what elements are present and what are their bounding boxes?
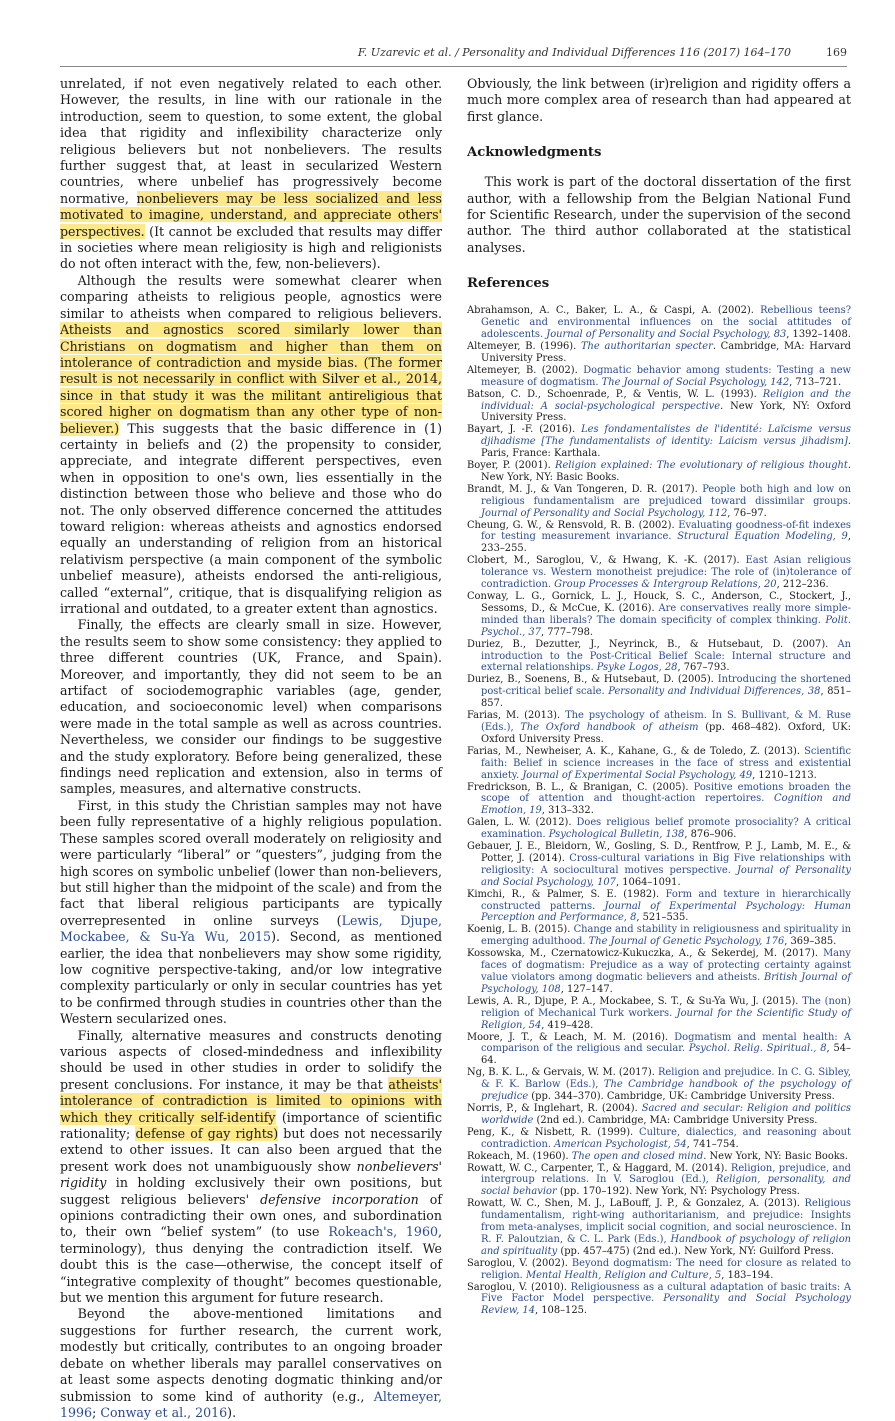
reference-item: [467, 591, 851, 639]
italic-run: nonbelievers' rigidity: [60, 1158, 442, 1191]
reference-title-link[interactable]: Dogmatism and mental health: A comparison of the religious and secular.: [481, 1031, 851, 1055]
reference-title-link[interactable]: Does religious belief promote prosociality? A critical examination.: [481, 817, 851, 841]
reference-source[interactable]: American Psychologist, 54: [551, 1138, 687, 1150]
paragraph-2: [60, 273, 442, 618]
text-run: but does not necessarily extend to other issues. It can also been argued that the present work does not unambiguously show: [60, 1126, 442, 1174]
reference-title-link[interactable]: Are conservatives really more simple-minded than liberals? The domain specificity of complex thinking.: [481, 602, 851, 626]
reference-source[interactable]: Journal of Experimental Social Psychology, 49: [519, 769, 753, 781]
reference-pages: , 127–147.: [560, 983, 613, 995]
reference-title-link[interactable]: People both high and low on religious fundamentalism are prejudiced toward dissimilar groups.: [481, 483, 851, 507]
reference-pages: . Paris, France: Karthala.: [481, 436, 851, 460]
reference-title-link[interactable]: Culture, dialectics, and reasoning about contradiction.: [481, 1126, 851, 1150]
reference-source[interactable]: Personality and Individual Differences, 38: [604, 686, 821, 698]
reference-authors: Conway, L. G., Gornick, L. J., Houck, S. C., Anderson, C., Stockert, J., Sessoms, D., & McCue, K. (2016).: [467, 591, 851, 614]
reference-title-link[interactable]: Many faces of dogmatism: Prejudice as a way of protecting certainty against value violators among dogmatic believers and atheists.: [481, 948, 851, 983]
reference-source[interactable]: Cognition and Emotion, 19: [481, 793, 852, 817]
reference-source[interactable]: Religion and the individual: A social-psychological perspective: [481, 388, 851, 412]
reference-pages: , 1210–1213.: [752, 769, 817, 781]
reference-source[interactable]: Religion, personality, and social behavior: [481, 1174, 851, 1198]
reference-authors: Peng, K., & Nisbett, R. (1999).: [467, 1126, 640, 1138]
reference-pages: , 108–125.: [534, 1305, 588, 1317]
reference-authors: Rowatt, W. C., Shen, M. J., LaBouff, J. P., & Gonzalez, A. (2013).: [467, 1198, 805, 1210]
reference-pages: , 76–97.: [727, 507, 767, 519]
citation-link[interactable]: Lewis, Djupe, Mockabee, & Su-Ya Wu, 2015: [60, 912, 442, 945]
reference-source[interactable]: The Oxford handbook of atheism: [513, 721, 699, 733]
reference-item: [467, 424, 851, 460]
reference-pages: , 1392–1408.: [786, 329, 851, 341]
citation-link[interactable]: Conway et al., 2016: [100, 1404, 228, 1420]
reference-authors: Galen, L. W. (2012).: [467, 817, 577, 829]
reference-pages: , 1064–1091.: [615, 876, 681, 888]
reference-source[interactable]: Mental Health, Religion and Culture, 5: [522, 1269, 722, 1281]
reference-source[interactable]: Journal of Experimental Psychology: Human Perception and Performance, 8: [481, 900, 851, 924]
reference-authors: Boyer, P. (2001).: [467, 460, 556, 472]
reference-authors: Duriez, B., Soenens, B., & Hutsebaut, D. (2005).: [467, 674, 718, 686]
reference-item: [467, 1032, 851, 1068]
reference-pages: , 212–236.: [776, 579, 829, 591]
paragraph-closing: Obviously, the link between (ir)religion and rigidity offers a much more complex area of research than had appeared at first glance.: [467, 76, 851, 124]
paragraph-5: [60, 1028, 442, 1307]
reference-authors: Altemeyer, B. (1996).: [467, 340, 581, 352]
reference-authors: Brandt, M. J., & Van Tongeren, D. R. (2017).: [467, 483, 703, 495]
reference-item: [467, 924, 851, 948]
reference-source[interactable]: Polit. Psychol., 37: [481, 614, 851, 638]
reference-source[interactable]: Sacred and secular: Religion and politics worldwide: [481, 1102, 851, 1126]
reference-item: [467, 674, 851, 710]
reference-pages: , 233–255.: [481, 531, 851, 555]
reference-title-link[interactable]: Religion, prejudice, and intergroup relations. In V. Saroglou (Ed.),: [481, 1162, 851, 1186]
text-run: (importance of scientific rationality;: [60, 1109, 443, 1141]
paragraph-3: Finally, the effects are clearly small in size. However, the results seem to show some consistency: they applied to three different countries (UK, France, and Spain). Moreover, and importantly, they did not seem to be an artifact of sociodemographic variables (age, gender, education, and socioeconomic level) when comparisons were made in the total sample as well as across countries. Nevertheless, we consider our findings to be suggestive and the study exploratory. Before being generalized, these findings need replication and extension, also in terms of samples, measures, and alternative constructs.: [60, 617, 442, 797]
reference-item: [467, 1067, 851, 1103]
reference-pages: (pp. 344–370). Cambridge, UK: Cambridge University Press.: [528, 1091, 835, 1103]
paragraph-1: [60, 76, 442, 273]
reference-authors: Koenig, L. B. (2015).: [467, 924, 574, 936]
reference-item: [467, 1163, 851, 1199]
reference-item: [467, 1127, 851, 1151]
reference-source[interactable]: Structural Equation Modeling, 9: [671, 531, 848, 543]
reference-source[interactable]: Psychol. Relig. Spiritual., 8: [685, 1043, 827, 1055]
reference-pages: . New York, NY: Basic Books.: [481, 460, 851, 483]
reference-pages: , 419–428.: [541, 1019, 594, 1031]
reference-authors: Saroglou, V. (2010).: [467, 1281, 571, 1293]
reference-item: [467, 746, 851, 782]
reference-pages: (pp. 170–192). New York, NY: Psychology Press.: [556, 1186, 800, 1198]
reference-item: [467, 1282, 851, 1318]
reference-authors: Cheung, G. W., & Rensvold, R. B. (2002).: [467, 519, 679, 531]
reference-authors: Moore, J. T., & Leach, M. M. (2016).: [467, 1031, 675, 1043]
reference-title-link[interactable]: Introducing the shortened post-critical belief scale.: [481, 674, 851, 698]
reference-item: [467, 996, 851, 1032]
reference-authors: Bayart, J. -F. (2016).: [467, 424, 582, 436]
reference-pages: . Cambridge, MA: Harvard University Press.: [481, 340, 851, 364]
reference-title-link[interactable]: The psychology of atheism. In S. Bullivant, & M. Ruse (Eds.),: [481, 710, 851, 733]
reference-item: [467, 817, 851, 841]
reference-item: [467, 1103, 851, 1127]
reference-pages: , 521–535.: [636, 912, 689, 924]
reference-source[interactable]: British Journal of Psychology, 108: [481, 972, 851, 995]
reference-authors: Clobert, M., Saroglou, V., & Hwang, K. -K. (2017).: [467, 555, 746, 567]
text-run: First, in this study the Christian samples may not have been fully representative of a highly religious population. These samples scored overall moderately on religiosity and were particularly “liberal” or “questers”, judging from the high scores on symbolic unbelief (lower than non-believers, but still higher than the midpoint of the scale) and from the fact that liberal religious participants are typically overrepresented in online surveys (: [60, 797, 442, 928]
reference-title-link[interactable]: Beyond dogmatism: The need for closure as related to religion.: [481, 1257, 851, 1281]
header-rule: [60, 66, 847, 67]
reference-source[interactable]: Handbook of psychology of religion and spirituality: [481, 1233, 851, 1257]
reference-authors: Rokeach, M. (1960).: [467, 1150, 572, 1162]
reference-title-link[interactable]: Evaluating goodness-of-fit indexes for testing measurement invariance.: [481, 519, 851, 543]
reference-authors: Altemeyer, B. (2002).: [467, 364, 584, 376]
reference-item: [467, 484, 851, 520]
reference-title-link[interactable]: East Asian religious tolerance vs. Western monotheist prejudice: The role of (in)tolerance of contradiction.: [481, 555, 852, 591]
reference-pages: , 313–332.: [541, 805, 594, 817]
reference-pages: (2nd ed.). Cambridge, MA: Cambridge University Press.: [533, 1114, 818, 1126]
reference-pages: . New York, NY: Basic Books.: [703, 1150, 848, 1162]
reference-item: [467, 305, 851, 341]
reference-item: [467, 1151, 851, 1163]
page-header: [60, 46, 847, 64]
reference-pages: , 767–793.: [677, 662, 730, 674]
reference-pages: , 777–798.: [541, 626, 594, 638]
highlight[interactable]: nonbelievers may be less socialized and less motivated to imagine, understand, and appreciate others' perspectives.: [60, 190, 443, 239]
reference-authors: Ng, B. K. L., & Gervais, W. M. (2017).: [467, 1067, 658, 1079]
reference-source[interactable]: The open and closed mind: [571, 1150, 704, 1162]
reference-pages: (pp. 457–475) (2nd ed.). New York, NY: Guilford Press.: [557, 1245, 835, 1257]
reference-source[interactable]: Religion explained: The evolutionary of religious thought: [555, 460, 848, 472]
reference-item: [467, 782, 851, 818]
text-run: (It cannot be excluded that results may differ in societies where mean religiosity is high and religionists do not often interact with the, few, non-believers).: [60, 223, 442, 272]
citation-link[interactable]: Rokeach's, 1960: [328, 1224, 438, 1240]
reference-source[interactable]: The authoritarian specter: [580, 340, 713, 352]
reference-title-link[interactable]: Dogmatic behavior among students: Testing a new measure of dogmatism.: [481, 364, 851, 388]
reference-source[interactable]: The Journal of Social Psychology, 142: [598, 376, 790, 388]
reference-authors: Norris, P., & Inglehart, R. (2004).: [467, 1102, 642, 1114]
reference-source[interactable]: Psychological Bulletin, 138: [545, 829, 685, 841]
reference-pages: . New York, NY: Oxford University Press.: [481, 400, 852, 424]
reference-source[interactable]: Journal of Personality and Social Psychology, 112: [481, 507, 728, 519]
text-run: , terminology), thus denying the contradiction itself. We doubt this is the case—otherwise, the concept itself of “integrative complexity of thought” becomes questionable, but we mention this argument for future research.: [60, 1224, 442, 1306]
reference-source[interactable]: The Journal of Genetic Psychology, 176: [585, 936, 785, 948]
text-run: unrelated, if not even negatively related to each other. However, the results, in line with our rationale in the introduction, seem to question, to some extent, the global idea that rigidity and inflexibility characterize only religious believers but not nonbelievers. The results further suggest that, at least in secularized Western countries, where unbelief has progressively become normative,: [60, 76, 442, 206]
reference-authors: Farias, M., Newheiser, A. K., Kahane, G., & de Toledo, Z. (2013).: [467, 745, 805, 757]
reference-item: [467, 710, 851, 746]
text-run: ;: [92, 1404, 101, 1420]
text-run: in holding exclusively their own positions, but suggest religious believers': [60, 1175, 442, 1207]
reference-title-link[interactable]: Scientific faith: Belief in science increases in the face of stress and existential anxiety.: [481, 745, 851, 781]
reference-item: [467, 460, 851, 484]
text-run: of opinions contradicting their own ones, and subordination to, their own “belief system” (to use: [60, 1191, 442, 1240]
text-run: Beyond the above-mentioned limitations and suggestions for further research, the current work, modestly but critically, contributes to an ongoing broader debate on whether liberals may parallel conservatives on at least some aspects denoting dogmatic thinking and/or submission to some kind of authority (e.g.,: [60, 1306, 442, 1404]
reference-pages: , 876–906.: [684, 829, 737, 841]
italic-run: defensive incorporation: [260, 1191, 419, 1207]
acknowledgments-heading: Acknowledgments: [467, 145, 602, 161]
paragraph-4: [60, 798, 442, 1028]
highlight[interactable]: Atheists and agnostics scored similarly lower than Christians on dogmatism and higher than them on intolerance of contradiction and myside bias. (The former result is not necessarily in conflict with Silver et al., 2014, since in that study it was the militant antireligious that scored higher on dogmatism than any other type of non-believer.): [60, 322, 442, 436]
reference-authors: Fredrickson, B. L., & Branigan, C. (2005).: [467, 781, 694, 793]
reference-pages: , 369–385.: [784, 936, 837, 948]
reference-source[interactable]: Group Processes & Intergroup Relations, 20: [551, 579, 777, 591]
right-column: [467, 76, 852, 1317]
reference-authors: Duriez, B., Dezutter, J., Neyrinck, B., & Hutsebaut, D. (2007).: [467, 638, 838, 650]
reference-item: [467, 555, 851, 591]
reference-item: [467, 389, 851, 425]
reference-item: [467, 520, 851, 556]
reference-authors: Saroglou, V. (2002).: [467, 1257, 572, 1269]
text-run: This suggests that the basic difference in (1) certainty in beliefs and (2) the propensity to consider, appreciate, and integrate different perspectives, even when in opposition to one's own, lies essentially in the distinction between those who believe and those who do not. The only observed difference concerned the attitudes toward religion: whereas atheists and agnostics endorsed equally an understanding of religion from an historical relativism perspective (a main component of the symbolic unbelief measure), atheists endorsed the anti-religious, called “external”, critique, that is disqualifying religion as irrational and outdated, to a greater extent than agnostics.: [60, 420, 442, 616]
reference-title-link[interactable]: The (non) religion of Mechanical Turk workers.: [481, 995, 851, 1019]
reference-title-link[interactable]: Religion and prejudice. In C. G. Sibley, & F. K. Barlow (Eds.),: [481, 1067, 851, 1091]
reference-source[interactable]: Journal for the Scientific Study of Religion, 54: [481, 1007, 851, 1031]
reference-item: [467, 341, 851, 365]
reference-pages: , 741–754.: [686, 1138, 739, 1150]
reference-item: [467, 841, 851, 889]
page-number: 169: [826, 46, 847, 59]
reference-title-link[interactable]: Change and stability in religiousness and spirituality in emerging adulthood.: [481, 924, 851, 948]
citation-link[interactable]: Altemeyer, 1996: [60, 1388, 442, 1420]
text-run: ).: [227, 1404, 237, 1420]
highlight[interactable]: atheists' intolerance of contradiction is limited to opinions with which they critically self-identify: [60, 1076, 442, 1125]
reference-item: [467, 1198, 851, 1258]
reference-source[interactable]: Les fondamentalistes de l'identité: Laïcisme versus djihadisme [The fundamentalists of identity: Laicism versus jihadism]: [481, 424, 851, 448]
reference-title-link[interactable]: Rebellious teens? Genetic and environmental influences on the social attitudes of adolescents.: [481, 305, 851, 341]
reference-item: [467, 639, 851, 675]
left-column: [60, 76, 443, 1420]
reference-item: [467, 948, 851, 996]
reference-title-link[interactable]: Religiousness as a cultural adaptation of basic traits: A Five Factor Model perspective.: [481, 1281, 851, 1305]
reference-title-link[interactable]: Positive emotions broaden the scope of attention and thought-action repertoires.: [481, 781, 852, 805]
reference-source[interactable]: The Cambridge handbook of the psychology of prejudice: [481, 1079, 851, 1103]
reference-pages: , 54–64.: [481, 1043, 851, 1067]
reference-pages: , 713–721.: [789, 376, 842, 388]
reference-item: [467, 889, 851, 925]
reference-authors: Lewis, A. R., Djupe, P. A., Mockabee, S. T., & Su-Ya Wu, J. (2015).: [467, 995, 803, 1007]
text-run: Finally, alternative measures and constructs denoting various aspects of closed-mindedness and inflexibility should be used in other studies in order to solidify the present conclusions. For instance, it may be that: [60, 1027, 442, 1092]
reference-title-link[interactable]: Form and texture in hierarchically constructed patterns.: [481, 888, 852, 912]
reference-list: [467, 305, 851, 1317]
reference-title-link[interactable]: An introduction to the Post-Critical Belief Scale: Internal structure and external relationships.: [481, 638, 851, 674]
reference-item: [467, 1258, 851, 1282]
reference-title-link[interactable]: Religious fundamentalism, right-wing authoritarianism, and prejudice: Insights from meta-analyses, implicit social cognition, and social neuroscience. In R. F. Paloutzian, & C. L. Park (Eds.),: [481, 1198, 851, 1245]
reference-pages: (pp. 468–482). Oxford, UK: Oxford University Press.: [481, 721, 851, 745]
reference-authors: Kossowska, M., Czernatowicz-Kukuczka, A., & Sekerdej, M. (2017).: [467, 948, 824, 960]
reference-authors: Farias, M. (2013).: [467, 710, 566, 722]
reference-authors: Gebauer, J. E., Bleidorn, W., Gosling, S. D., Rentfrow, P. J., Lamb, M. E., & Potter, J. (2014).: [467, 841, 851, 864]
reference-pages: , 851–857.: [481, 686, 851, 710]
paragraph-6: [60, 1306, 442, 1421]
reference-source[interactable]: Psyke Logos, 28: [593, 662, 678, 674]
reference-pages: , 183–194.: [721, 1269, 774, 1281]
reference-authors: Rowatt, W. C., Carpenter, T., & Haggard, M. (2014).: [467, 1162, 731, 1174]
reference-authors: Abrahamson, A. C., Baker, L. A., & Caspi, A. (2002).: [467, 305, 761, 317]
text-run: Although the results were somewhat clearer when comparing atheists to religious people, agnostics were similar to atheists when compared to religious believers.: [60, 272, 442, 321]
text-run: ). Second, as mentioned earlier, the idea that nonbelievers may show some rigidity, low cognitive perspective-taking, and/or low integrative complexity particularly or only in secular countries has yet to be confirmed through studies in countries other than the Western secularized ones.: [60, 929, 443, 1027]
highlight[interactable]: defense of gay rights): [135, 1126, 279, 1141]
reference-source[interactable]: Journal of Personality and Social Psychology, 83: [543, 329, 787, 341]
reference-authors: Batson, C. D., Schoenrade, P., & Ventis, W. L. (1993).: [467, 388, 763, 400]
reference-source[interactable]: Journal of Personality and Social Psychology, 107: [481, 864, 851, 888]
reference-title-link[interactable]: Cross-cultural variations in Big Five relationships with religiosity: A sociocultural motives perspective.: [481, 852, 851, 876]
references-heading: References: [467, 276, 550, 292]
reference-item: [467, 365, 851, 389]
acknowledgments-text: This work is part of the doctoral dissertation of the first author, with a fellowship from the Belgian National Fund for Scientific Research, under the supervision of the second author. The third author collaborated at the statistical analyses.: [467, 174, 851, 255]
reference-authors: Kimchi, R., & Palmer, S. E. (1982).: [467, 888, 666, 900]
reference-source[interactable]: Personality and Social Psychology Review, 14: [481, 1293, 851, 1317]
running-head: F. Uzarevic et al. / Personality and Individual Differences 116 (2017) 164–170: [357, 46, 791, 59]
